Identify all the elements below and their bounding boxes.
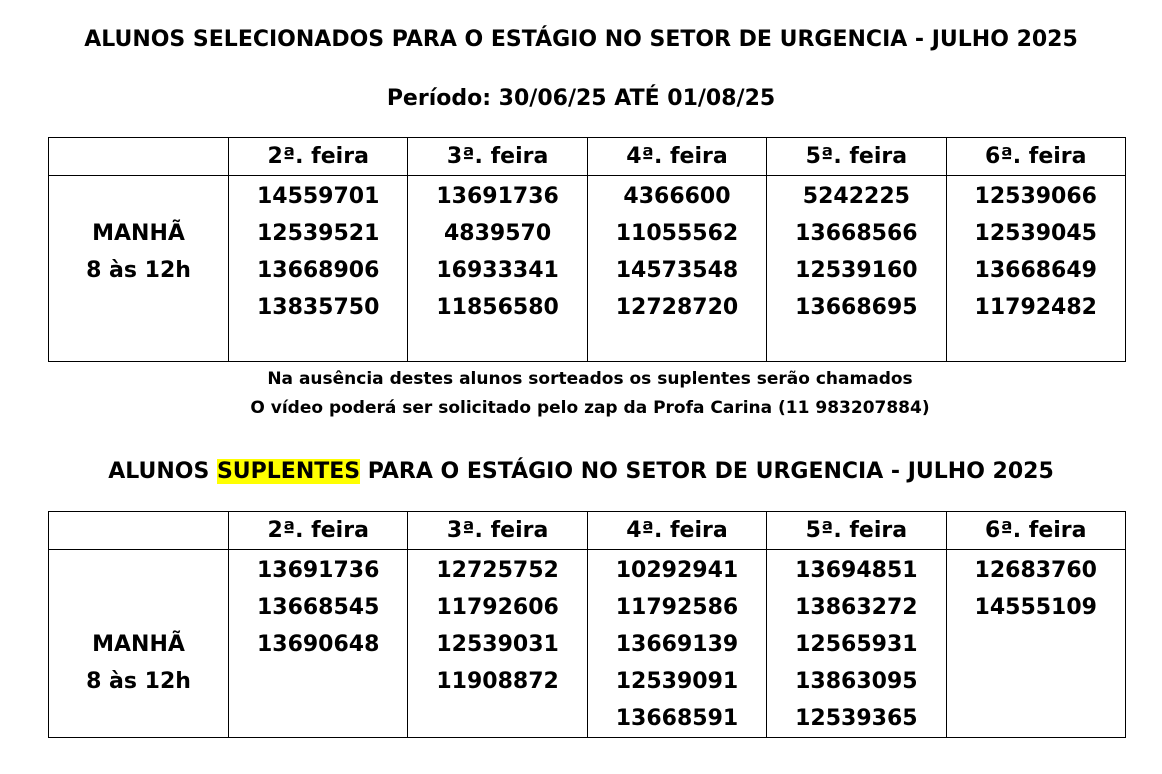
period-label: Período: 30/06/25 ATÉ 01/08/25 [386,86,776,111]
substitute-students-table [48,511,1126,738]
substitute-students-title [0,459,1162,484]
student-id: 12565931 [795,632,918,657]
student-id: 14559701 [256,184,380,209]
shift-cell [49,176,229,362]
title-highlight: SUPLENTES [216,459,361,484]
title-prefix: ALUNOS [108,459,217,484]
student-id: 14555109 [974,595,1097,620]
student-id: 11792586 [615,595,739,620]
day-cell [229,550,408,738]
student-id: 11856580 [436,295,559,320]
student-id: 13668649 [974,258,1097,283]
student-id: 13668906 [256,258,380,283]
student-id: 13668591 [615,706,739,731]
day-header: 5ª. feira [767,512,946,550]
video-note: O vídeo poderá ser solicitado pelo zap da Profa Carina (11 983207884) [250,398,930,418]
student-id: 13669139 [615,632,739,657]
shift-hours: 8 às 12h [86,669,191,694]
student-id: 4839570 [444,221,552,246]
selected-students-table [48,137,1126,362]
header-empty-cell [49,512,229,550]
day-header: 3ª. feira [408,512,587,550]
student-id: 13835750 [256,295,380,320]
table-header-row [49,512,1126,550]
day-header: 3ª. feira [408,138,587,176]
day-cell [587,176,766,362]
student-id: 13691736 [436,184,559,209]
student-id: 12683760 [974,558,1097,583]
day-cell [408,550,587,738]
table-header-row [49,138,1126,176]
student-id: 13668545 [256,595,380,620]
title-suffix: PARA O ESTÁGIO NO SETOR DE URGENCIA - JULHO 2025 [360,459,1054,484]
student-id: 16933341 [436,258,559,283]
header-empty-cell [49,138,229,176]
student-id: 12539045 [974,221,1097,246]
day-cell [587,550,766,738]
day-cell [767,176,946,362]
shift-name: MANHÃ [92,221,185,246]
student-id: 13863272 [795,595,918,620]
day-header: 5ª. feira [767,138,946,176]
day-cell [229,176,408,362]
student-id: 5242225 [802,184,910,209]
shift-cell [49,550,229,738]
student-id: 13863095 [795,669,918,694]
student-id: 12539066 [974,184,1097,209]
student-id: 12539160 [795,258,918,283]
student-id: 12539521 [256,221,380,246]
day-header: 2ª. feira [229,138,408,176]
student-id: 12539031 [436,632,559,657]
day-header: 2ª. feira [229,512,408,550]
student-id: 13691736 [256,558,380,583]
day-cell [408,176,587,362]
student-id: 12725752 [436,558,559,583]
student-id: 11792482 [974,295,1097,320]
student-id: 12728720 [615,295,739,320]
student-id: 11908872 [436,669,559,694]
student-id: 10292941 [615,558,739,583]
student-id: 13694851 [795,558,918,583]
day-cell [767,550,946,738]
student-id: 13668566 [795,221,918,246]
absence-note: Na ausência destes alunos sorteados os suplentes serão chamados [267,369,913,389]
student-id: 11792606 [436,595,559,620]
student-id: 12539365 [795,706,918,731]
day-cell [946,550,1125,738]
student-id: 12539091 [615,669,739,694]
student-id: 13668695 [795,295,918,320]
student-id: 11055562 [615,221,739,246]
student-id: 4366600 [623,184,731,209]
shift-name: MANHÃ [92,632,185,657]
student-id: 13690648 [256,632,380,657]
shift-hours: 8 às 12h [86,258,191,283]
day-header: 6ª. feira [946,512,1125,550]
day-cell [946,176,1125,362]
day-header: 6ª. feira [946,138,1125,176]
day-header: 4ª. feira [587,138,766,176]
table-row [49,550,1126,738]
table-row [49,176,1126,362]
day-header: 4ª. feira [587,512,766,550]
selected-students-title: ALUNOS SELECIONADOS PARA O ESTÁGIO NO SETOR DE URGENCIA - JULHO 2025 [84,27,1078,52]
student-id: 14573548 [615,258,739,283]
